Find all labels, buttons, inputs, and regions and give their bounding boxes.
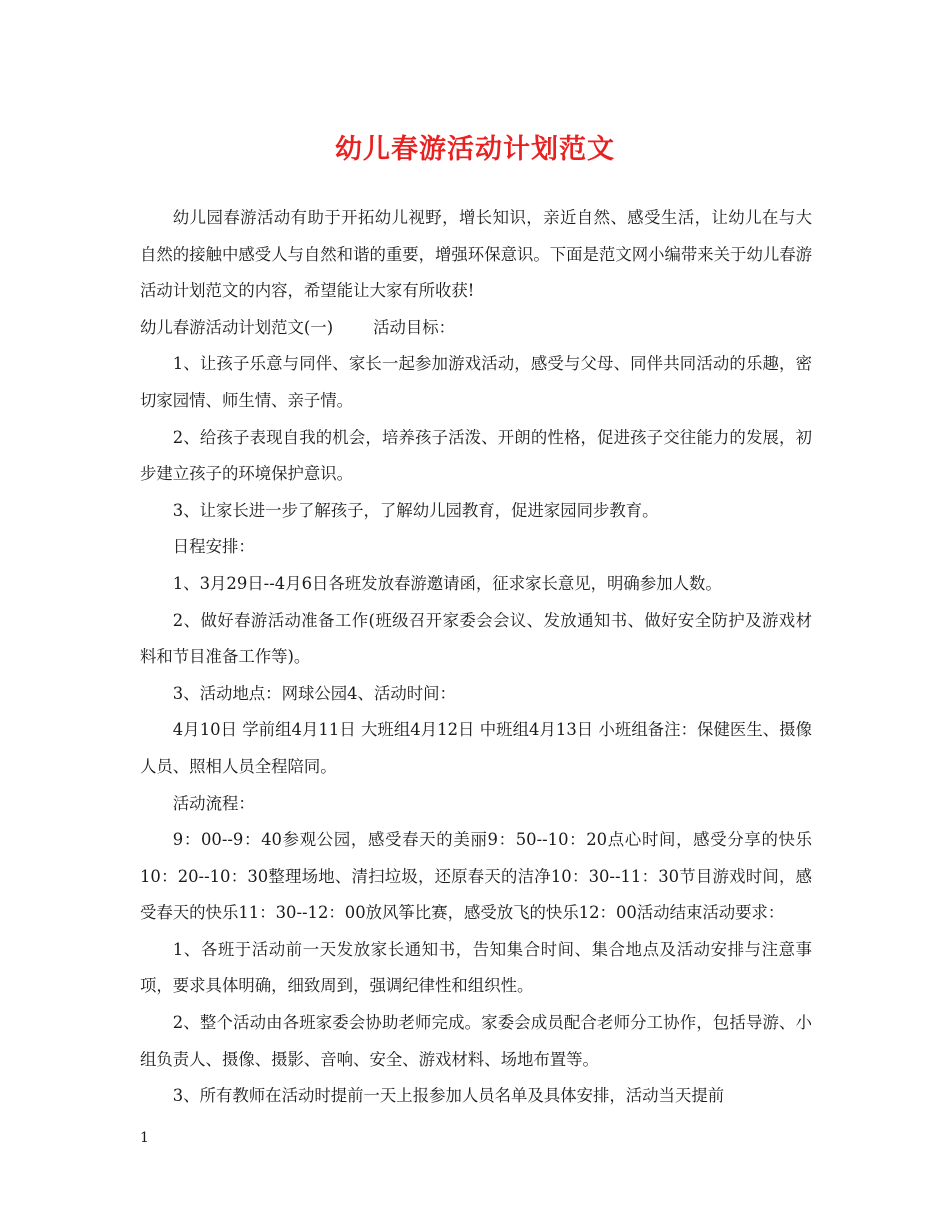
paragraph-requirement-3: 3、所有教师在活动时提前一天上报参加人员名单及具体安排，活动当天提前 [172,1086,725,1106]
paragraph-requirement-2: 2、整个活动由各班家委会协助老师完成。家委会成员配合老师分工协作，包括导游、小组负责人、摄像、摄影、音响、安全、游戏材料、场地布置等。 [140,1013,812,1069]
paragraph-flow-heading: 活动流程： [172,793,255,813]
paragraph-section-heading [140,310,812,347]
paragraph-schedule-2: 2、做好春游活动准备工作(班级召开家委会会议、发放通知书、做好安全防护及游戏材料和节目准备工作等)。 [140,610,812,667]
paragraph-schedule-1: 1、3月29日--4月6日各班发放春游邀请函，征求家长意见，明确参加人数。 [172,573,722,593]
paragraph-dates: 4月10日 学前组4月11日 大班组4月12日 中班组4月13日 小班组备注：保健医生、摄像人员、照相人员全程陪同。 [140,720,812,776]
paragraph-goal-1: 1、让孩子乐意与同伴、家长一起参加游戏活动，感受与父母、同伴共同活动的乐趣，密切家园情、师生情、亲子情。 [140,354,812,410]
paragraph-goal-3: 3、让家长进一步了解孩子，了解幼儿园教育，促进家园同步教育。 [172,500,659,520]
paragraph-schedule-heading: 日程安排： [172,537,255,557]
document-title: 幼儿春游活动计划范文 [335,134,615,165]
document-body [140,200,812,1115]
page-number: 1 [140,1130,149,1146]
paragraph-flow: 9：00--9：40参观公园，感受春天的美丽9：50--10：20点心时间，感受分享的快乐10：20--10：30整理场地、清扫垃圾，还原春天的洁净10：30--11：30节目游戏时间，感受春天的快乐11：30--12：00放风筝比赛，感受放飞的快乐12：00活动结束活动要求： [140,830,812,923]
section-subtitle: 活动目标： [373,317,456,337]
paragraph-schedule-3: 3、活动地点：网球公园4、活动时间： [172,683,456,703]
section-title: 幼儿春游活动计划范文(一) [140,317,334,337]
paragraph-intro: 幼儿园春游活动有助于开拓幼儿视野，增长知识，亲近自然、感受生活，让幼儿在与大自然的接触中感受人与自然和谐的重要，增强环保意识。下面是范文网小编带来关于幼儿春游活动计划范文的内容，希望能让大家有所收获! [140,208,813,301]
paragraph-requirement-1: 1、各班于活动前一天发放家长通知书，告知集合时间、集合地点及活动安排与注意事项，要求具体明确，细致周到，强调纪律性和组织性。 [140,939,812,996]
paragraph-goal-2: 2、给孩子表现自我的机会，培养孩子活泼、开朗的性格，促进孩子交往能力的发展，初步建立孩子的环境保护意识。 [140,427,812,484]
